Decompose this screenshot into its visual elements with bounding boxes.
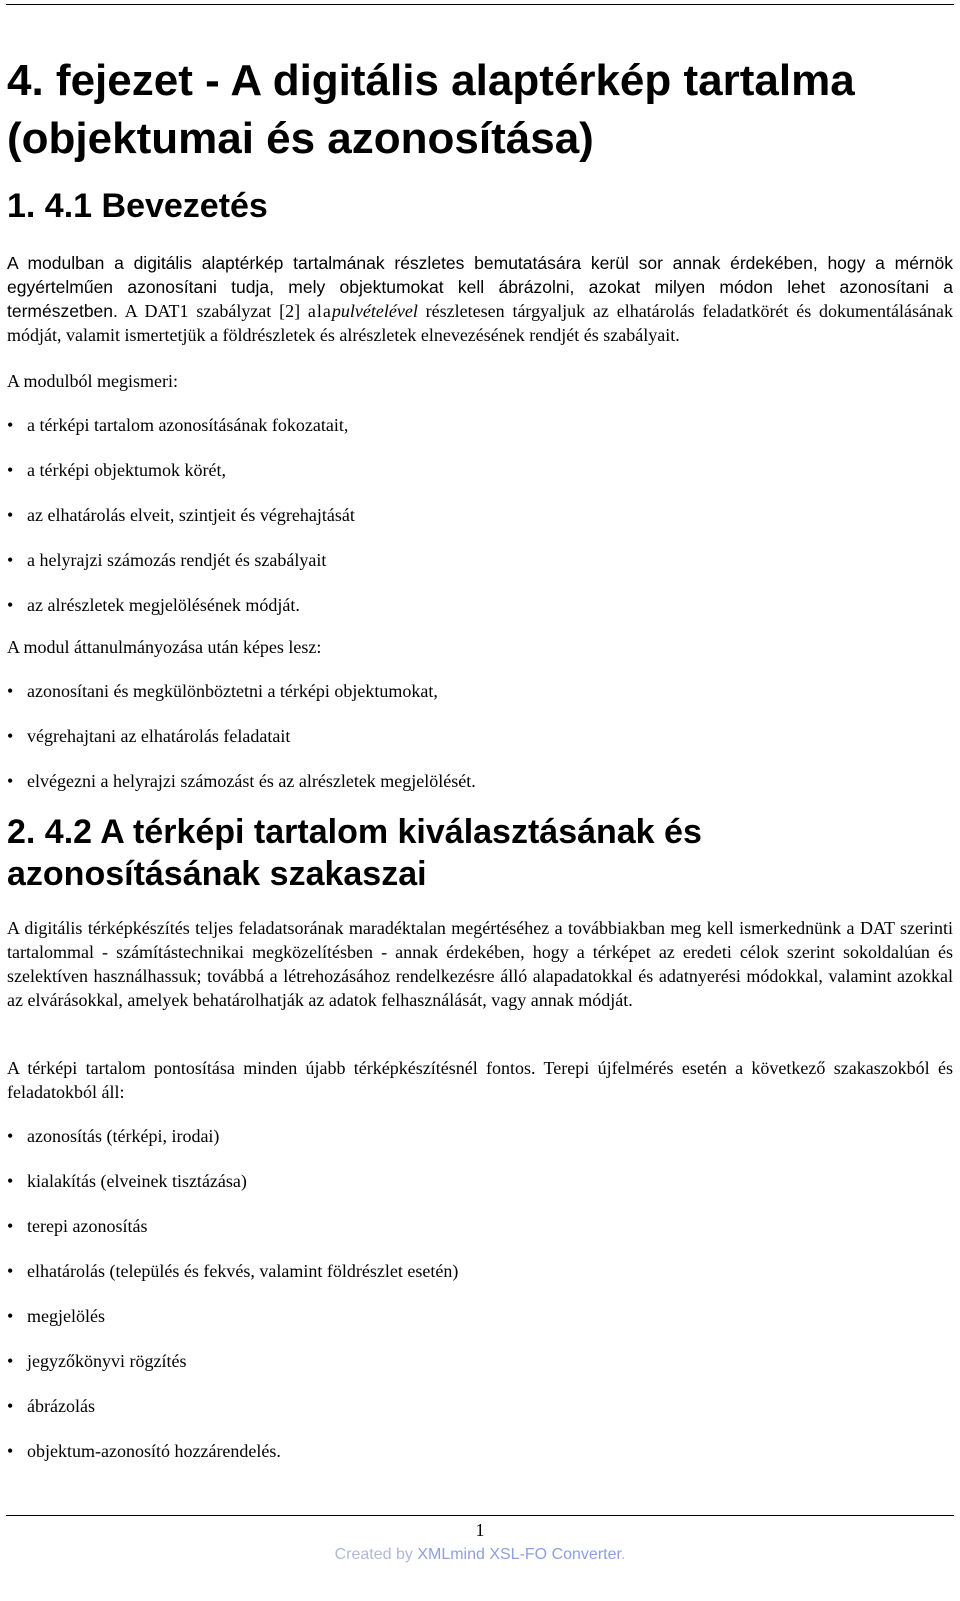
list-item: • a térképi objektumok körét, — [7, 460, 226, 480]
stages-paragraph-2: A térképi tartalom pontosítása minden újabb térképkészítésnél fontos. Terepi újfelmérés esetén a következő szakaszokból és feladatokból áll: — [7, 1058, 953, 1102]
intro-text-rest: részletesen tárgyaljuk az elhatárolás feladatkörét és dokumentálásának módját, valamit ismertetjük a földrészletek és alrészletek elnevezésének rendjét és szabályait. — [7, 301, 954, 345]
list-item: • terepi azonosítás — [7, 1216, 148, 1236]
stages-paragraph-1: A digitális térképkészítés teljes feladatsorának maradéktalan megértéséhez a továbbiakban meg kell ismerkednünk a DAT szerinti tartalommal - számítástechnikai megközelítésben - annak érdekében, hogy a térképet az eredeti célok szerint sokoldalúan és szelektíven használhassuk; továbbá a létrehozásához rendelkezésre álló alapadatokkal és adatnyerési módokkal, valamint azokkal az elvárásokkal, amelyek behatárolhatják az adatok felhasználását, vagy annak módját. — [7, 918, 953, 1010]
learn-list — [7, 413, 953, 638]
page-number: 1 — [475, 1520, 485, 1540]
intro-text-serif: A DAT1 szabályzat [2] — [117, 301, 308, 321]
list-item: • azonosítani és megkülönböztetni a térképi objektumokat, — [7, 681, 438, 701]
bullet-icon: • — [7, 1261, 14, 1281]
bullet-icon: • — [7, 771, 14, 791]
list-item: • kialakítás (elveinek tisztázása) — [7, 1171, 247, 1191]
stages-list — [7, 1124, 953, 1484]
generator-footer — [7, 1546, 953, 1564]
list-item: • elvégezni a helyrajzi számozást és az alrészletek megjelölését. — [7, 771, 476, 791]
bullet-icon: • — [7, 1171, 14, 1191]
footer-tail: . — [620, 1546, 626, 1563]
list-item: • végrehajtani az elhatárolás feladatait — [7, 726, 291, 746]
list-item: • az elhatárolás elveit, szintjeit és végrehajtását — [7, 505, 355, 525]
footer-created-by: Created by — [334, 1546, 418, 1563]
footer-brand-link[interactable]: XMLmind XSL-FO Converter — [417, 1546, 621, 1563]
list-item: • az alrészletek megjelölésének módját. — [7, 595, 300, 615]
list-item: • jegyzőkönyvi rögzítés — [7, 1351, 187, 1371]
list-item: • megjelölés — [7, 1306, 105, 1326]
bullet-icon: • — [7, 726, 14, 746]
bullet-icon: • — [7, 595, 14, 615]
bullet-icon: • — [7, 1441, 14, 1461]
intro-paragraph — [7, 251, 953, 347]
list-item: • elhatárolás (település és fekvés, valamint földrészlet esetén) — [7, 1261, 459, 1281]
bullet-icon: • — [7, 1126, 14, 1146]
section-heading-intro: 1. 4.1 Bevezetés — [7, 187, 268, 225]
list-item: • a térképi tartalom azonosításának fokozatait, — [7, 415, 349, 435]
bullet-icon: • — [7, 415, 14, 435]
list-item: • a helyrajzi számozás rendjét és szabályait — [7, 550, 327, 570]
intro-text-spaced: ala — [307, 301, 332, 321]
bullet-icon: • — [7, 1351, 14, 1371]
learn-lead: A modulból megismeri: — [7, 371, 178, 391]
bullet-icon: • — [7, 1216, 14, 1236]
bullet-icon: • — [7, 1396, 14, 1416]
able-lead: A modul áttanulmányozása után képes lesz: — [7, 637, 322, 657]
list-item: • objektum-azonosító hozzárendelés. — [7, 1441, 281, 1461]
top-rule — [6, 4, 954, 5]
bullet-icon: • — [7, 681, 14, 701]
chapter-title: 4. fejezet - A digitális alaptérkép tartalma (objektumai és azonosítása) — [7, 56, 855, 163]
bullet-icon: • — [7, 1306, 14, 1326]
bullet-icon: • — [7, 460, 14, 480]
list-item: • ábrázolás — [7, 1396, 95, 1416]
intro-text-sans: A modulban a digitális alaptérkép tartalmának részletes bemutatására kerül sor annak érdekében, hogy a mérnök egyértelműen azonosítani tudja, mely objektumokat kell ábrázolni, azokat milyen módon lehet azonosítani a természetben. — [7, 253, 953, 321]
able-list — [7, 679, 953, 814]
bullet-icon: • — [7, 505, 14, 525]
bottom-rule — [6, 1515, 954, 1516]
intro-text-emphasis: pulvételével — [331, 301, 418, 321]
bullet-icon: • — [7, 550, 14, 570]
list-item: • azonosítás (térképi, irodai) — [7, 1126, 220, 1146]
section-heading-stages: 2. 4.2 A térképi tartalom kiválasztásának és azonosításának szakaszai — [7, 813, 702, 893]
